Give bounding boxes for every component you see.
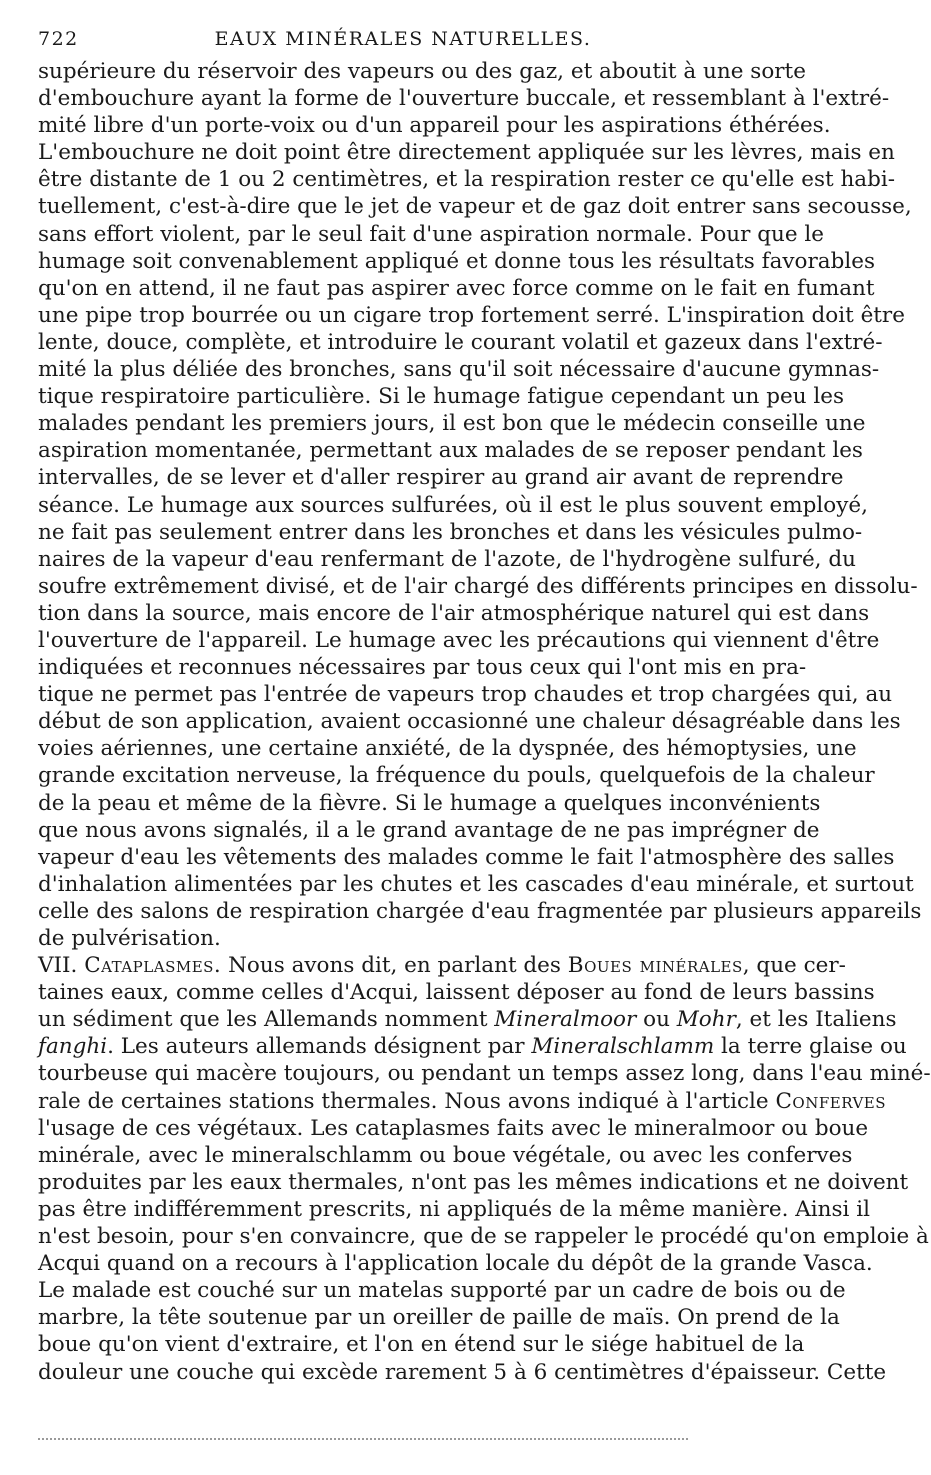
text-run: , et les Italiens (735, 1007, 897, 1033)
running-head (38, 28, 768, 58)
text-run: ou (636, 1007, 677, 1033)
text-line: mité libre d'un porte-voix ou d'un appareil pour les aspirations éthérées. (38, 113, 831, 139)
text-line: naires de la vapeur d'eau renfermant de l'azote, de l'hydrogène sulfuré, du (38, 546, 856, 572)
text-line: séance. Le humage aux sources sulfurées, où il est le plus souvent employé, (38, 492, 868, 518)
text-line: tuellement, c'est-à-dire que le jet de vapeur et de gaz doit entrer sans secousse, (38, 194, 912, 220)
text-run: la terre glaise ou (714, 1034, 907, 1060)
text-run: pas être indifféremment prescrits, ni appliqués de la même manière. Ainsi il (38, 1196, 870, 1222)
text-run: , que cer- (742, 953, 846, 979)
text-line (38, 1196, 870, 1223)
italic-term: Mohr (676, 1007, 736, 1033)
text-line (38, 1331, 805, 1358)
text-line: soufre extrêmement divisé, et de l'air chargé des différents principes en dissolu- (38, 573, 918, 599)
text-line (38, 1277, 846, 1304)
text-line (38, 1006, 897, 1033)
text-run: . Les auteurs allemands désignent par (107, 1034, 532, 1060)
text-run: Acqui quand on a recours à l'application locale du dépôt de la grande Vasca. (38, 1251, 873, 1277)
text-run: produites par les eaux thermales, n'ont pas les mêmes indications et ne doivent (38, 1169, 909, 1195)
body-text (38, 58, 931, 1386)
text-run: boue qu'on vient d'extraire, et l'on en étend sur le siége habituel de la (38, 1332, 805, 1358)
text-line: de pulvérisation. (38, 926, 221, 951)
text-line (38, 1250, 873, 1277)
text-run: minérale, avec le mineralschlamm ou boue végétale, ou avec les conferves (38, 1142, 853, 1168)
text-line (38, 1169, 909, 1196)
italic-term: Mineralmoor (494, 1007, 637, 1033)
text-line: humage soit convenablement appliqué et donne tous les résultats favorables (38, 248, 875, 274)
text-line: sans effort violent, par le seul fait d'une aspiration normale. Pour que le (38, 221, 825, 247)
text-line: vapeur d'eau les vêtements des malades comme le fait l'atmosphère des salles (38, 844, 895, 870)
text-line: intervalles, de se lever et d'aller respirer au grand air avant de reprendre (38, 465, 844, 491)
text-line: voies aériennes, une certaine anxiété, de la dyspnée, des hémoptysies, une (38, 736, 857, 762)
text-line: qu'on en attend, il ne faut pas aspirer avec force comme on le fait en fumant (38, 275, 875, 301)
text-line: de la peau et même de la fièvre. Si le humage a quelques inconvénients (38, 790, 821, 816)
text-line: indiquées et reconnues nécessaires par tous ceux qui l'ont mis en pra- (38, 655, 807, 681)
text-line: celle des salons de respiration chargée d'eau fragmentée par plusieurs appareils (38, 898, 922, 924)
text-line (38, 1223, 929, 1250)
text-run: marbre, la tête soutenue par un oreiller de paille de maïs. On prend de la (38, 1305, 840, 1331)
text-line (38, 952, 846, 979)
text-line: aspiration momentanée, permettant aux malades de se reposer pendant les (38, 438, 863, 464)
text-line: grande excitation nerveuse, la fréquence du pouls, quelquefois de la chaleur (38, 763, 875, 789)
italic-term: Mineralschlamm (531, 1034, 715, 1060)
text-line: une pipe trop bourrée ou un cigare trop fortement serré. L'inspiration doit être (38, 302, 905, 328)
section-number: VII. (38, 953, 78, 979)
text-line (38, 1033, 907, 1060)
text-line: tique ne permet pas l'entrée de vapeurs trop chaudes et trop chargées qui, au (38, 682, 893, 708)
text-line: tion dans la source, mais encore de l'air atmosphérique naturel qui est dans (38, 600, 870, 626)
text-run: un sédiment que les Allemands nomment (38, 1007, 495, 1033)
text-line: être distante de 1 ou 2 centimètres, et la respiration rester ce qu'elle est habi- (38, 167, 896, 193)
text-run: douleur une couche qui excède rarement 5 à 6 centimètres d'épaisseur. Cette (38, 1359, 887, 1385)
text-line: ne fait pas seulement entrer dans les bronches et dans les vésicules pulmo- (38, 519, 863, 545)
text-run: Nous avons dit, en parlant des (221, 953, 568, 979)
text-line (38, 1142, 853, 1169)
text-line (38, 1115, 869, 1142)
italic-term: fanghi (38, 1034, 108, 1060)
text-line (38, 1359, 887, 1386)
text-run: rale de certaines stations thermales. Nous avons indiqué à l'article (38, 1088, 776, 1114)
text-line (38, 979, 875, 1006)
small-caps-term: Conferves (775, 1088, 887, 1114)
text-line (38, 1060, 931, 1087)
text-line: L'embouchure ne doit point être directement appliquée sur les lèvres, mais en (38, 140, 895, 166)
text-run: tourbeuse qui macère toujours, ou pendant un temps assez long, dans l'eau miné- (38, 1061, 931, 1087)
running-title: EAUX MINÉRALES NATURELLES. (214, 28, 592, 50)
footer-rule (38, 1438, 688, 1440)
text-line (38, 1304, 840, 1331)
text-run: Le malade est couché sur un matelas supporté par un cadre de bois ou de (38, 1278, 846, 1304)
text-line: d'embouchure ayant la forme de l'ouverture buccale, et ressemblant à l'extré- (38, 86, 890, 112)
text-run: l'usage de ces végétaux. Les cataplasmes faits avec le mineralmoor ou boue (38, 1115, 869, 1141)
page-number: 722 (38, 28, 79, 50)
text-line: l'ouverture de l'appareil. Le humage avec les précautions qui viennent d'être (38, 627, 880, 653)
section-heading: Cataplasmes. (84, 953, 222, 979)
text-run: taines eaux, comme celles d'Acqui, laissent déposer au fond de leurs bassins (38, 980, 875, 1006)
text-line (38, 1088, 887, 1115)
text-run: n'est besoin, pour s'en convaincre, que de se rappeler le procédé qu'on emploie à (38, 1224, 929, 1250)
text-line: tique respiratoire particulière. Si le humage fatigue cependant un peu les (38, 384, 845, 410)
text-line: début de son application, avaient occasionné une chaleur désagréable dans les (38, 709, 901, 735)
text-line: mité la plus déliée des bronches, sans qu'il soit nécessaire d'aucune gymnas- (38, 357, 880, 383)
text-line: d'inhalation alimentées par les chutes et les cascades d'eau minérale, et surtout (38, 871, 914, 897)
text-line: lente, douce, complète, et introduire le courant volatil et gazeux dans l'extré- (38, 329, 883, 355)
text-line: malades pendant les premiers jours, il est bon que le médecin conseille une (38, 411, 866, 437)
small-caps-term: Boues minérales (567, 953, 743, 979)
text-line: que nous avons signalés, il a le grand avantage de ne pas imprégner de (38, 817, 820, 843)
text-line: supérieure du réservoir des vapeurs ou des gaz, et aboutit à une sorte (38, 59, 806, 84)
